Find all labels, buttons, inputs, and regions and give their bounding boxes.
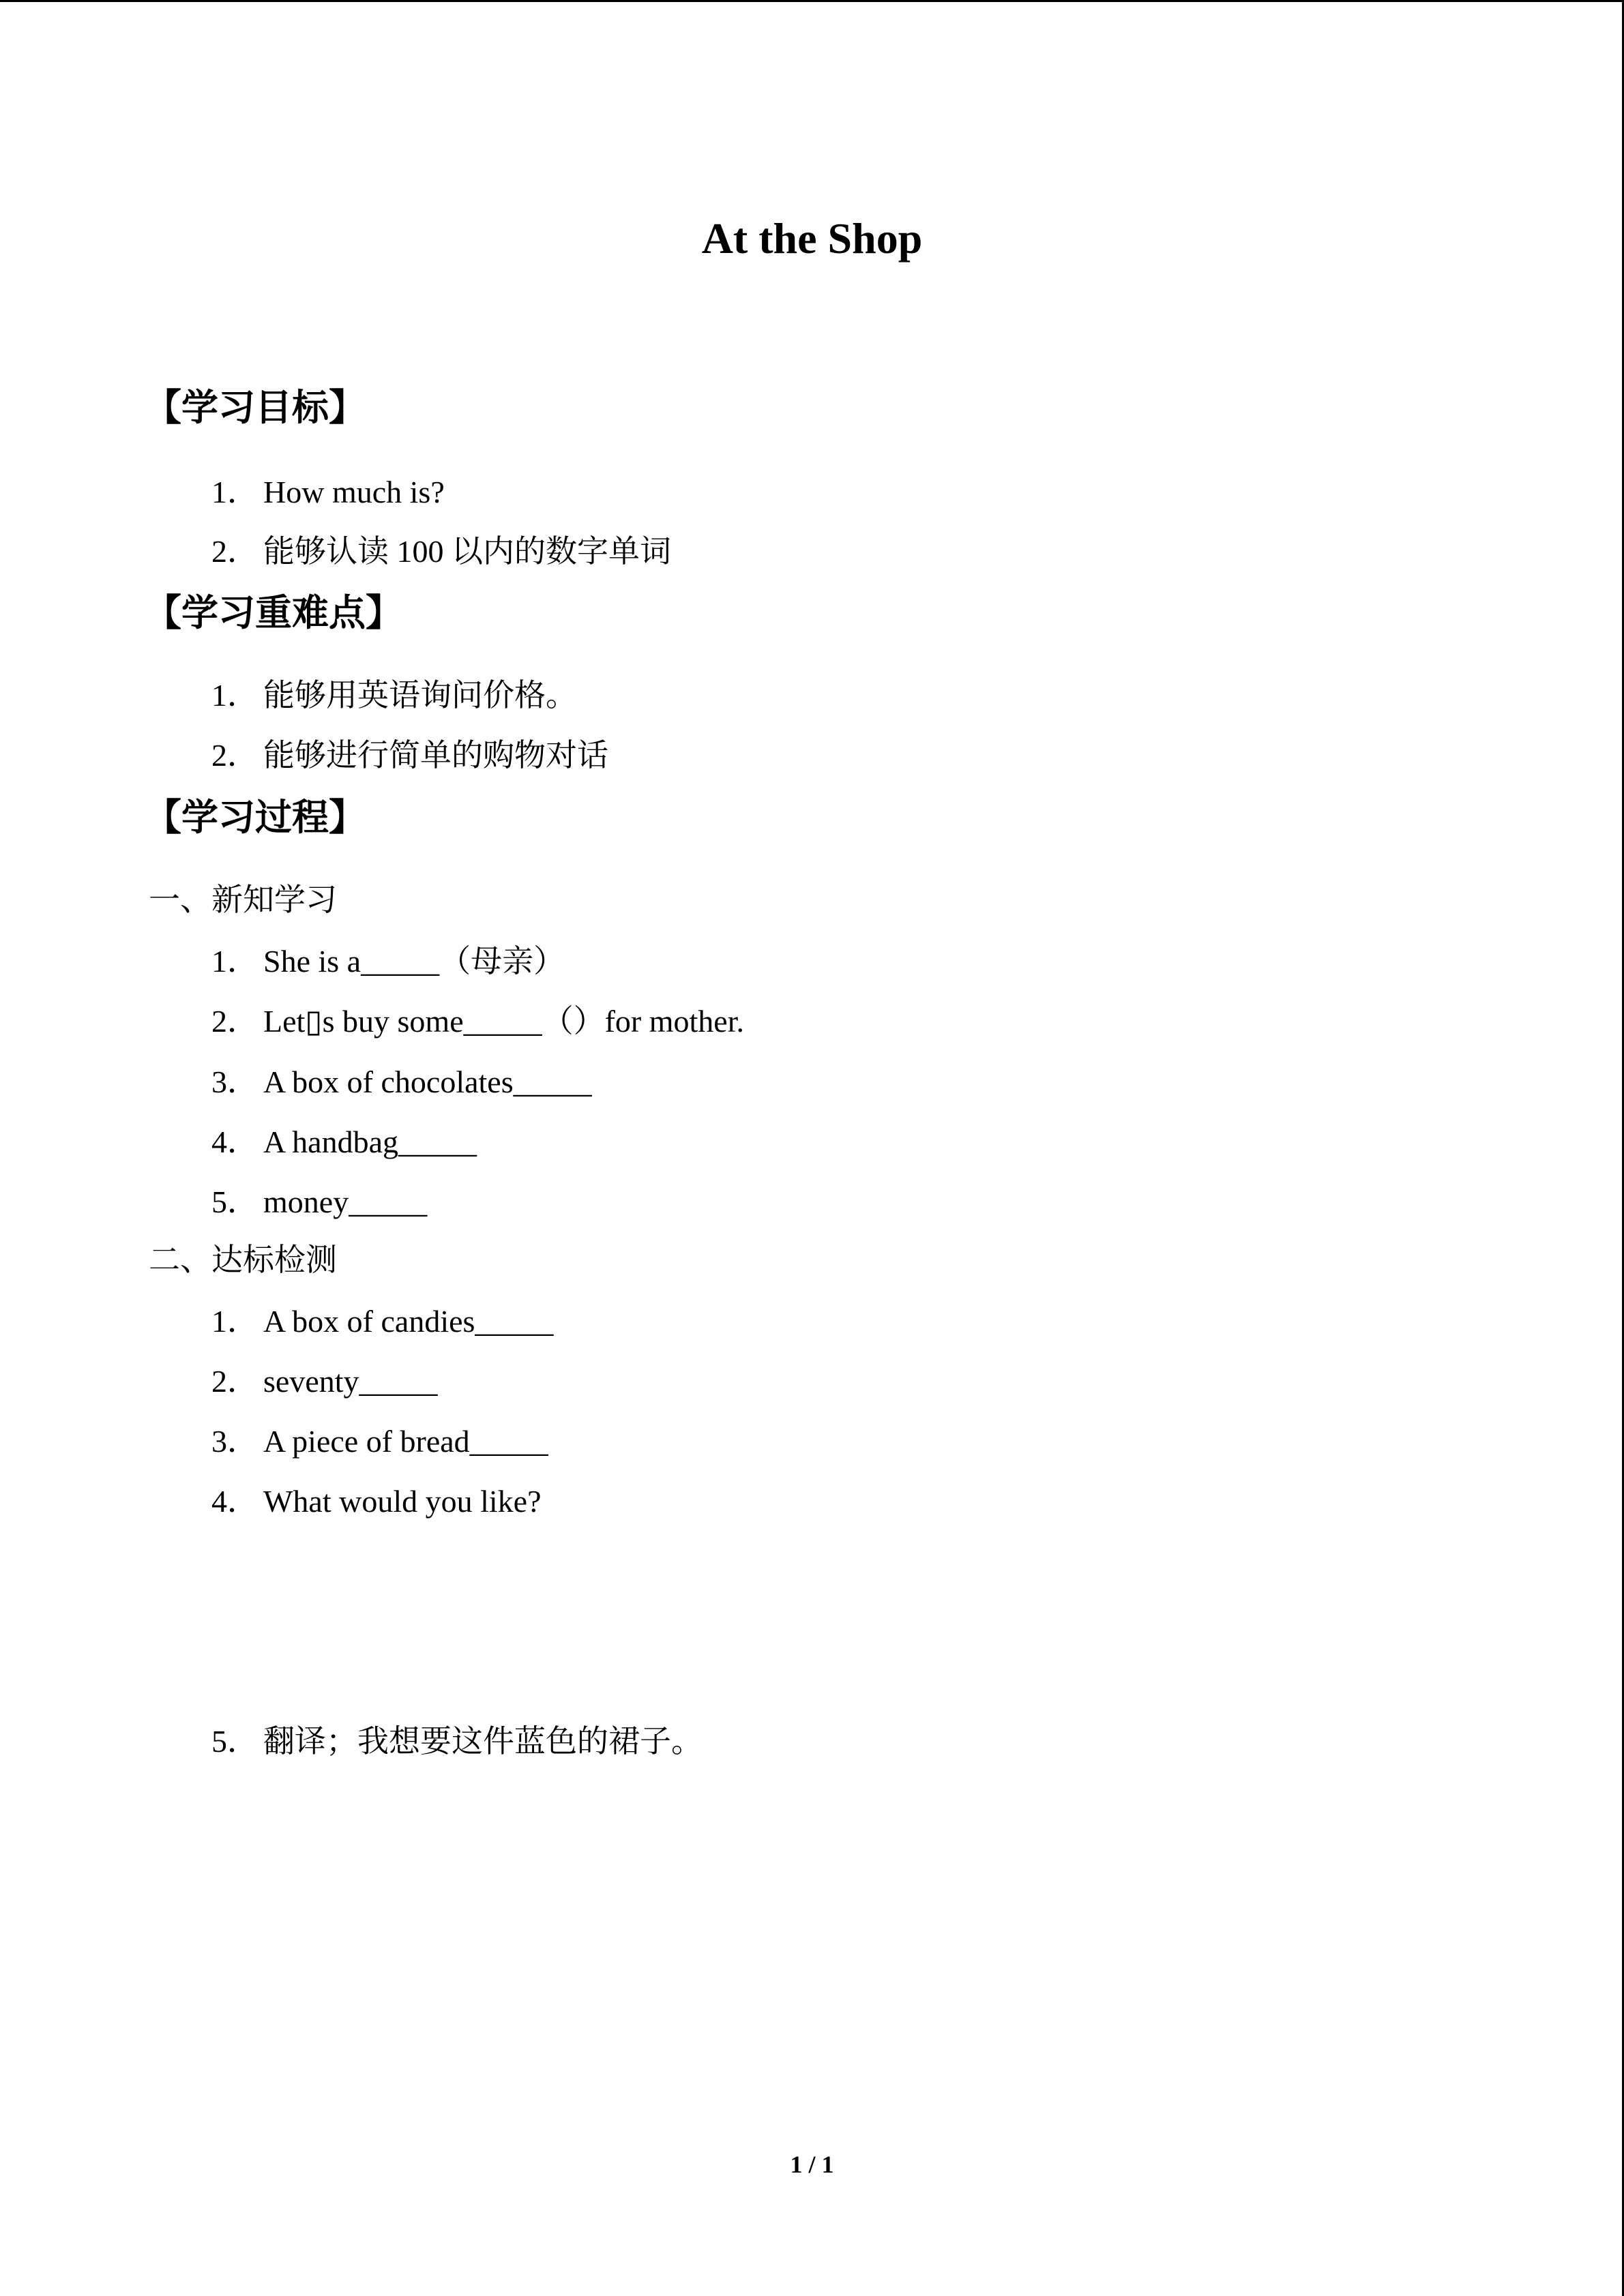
exercise-item [211,1721,703,1762]
item-number: 4． [211,1124,259,1159]
item-text: How much is? [263,475,445,509]
item-text: A handbag_____ [263,1124,477,1159]
item-number: 5． [211,1184,259,1219]
subsection-heading-new-knowledge: 一、新知学习 [149,882,337,917]
page-border-top [0,0,1624,2]
exercise-item [211,941,565,982]
item-number: 2． [211,738,259,773]
exercise-item [211,1182,427,1223]
item-text: 能够认读 100 以内的数字单词 [263,534,671,569]
item-text: seventy_____ [263,1364,438,1399]
item-number: 2． [211,1004,259,1039]
section-heading-process: 【学习过程】 [145,796,366,839]
item-number: 5． [211,1724,259,1759]
item-text: A box of candies_____ [263,1304,554,1339]
key-point-item [211,675,577,716]
item-number: 1． [211,944,259,979]
item-number: 4． [211,1484,259,1519]
key-point-item [211,735,608,776]
item-number: 3． [211,1424,259,1459]
item-text: money_____ [263,1184,428,1219]
exercise-item [211,1361,438,1402]
item-text: What would you like? [263,1484,542,1519]
item-text: A piece of bread_____ [263,1424,548,1459]
item-number: 2． [211,534,259,569]
document-title: At the Shop [701,214,923,263]
exercise-item [211,1421,548,1462]
item-number: 1． [211,1304,259,1339]
exercise-item [211,1062,592,1103]
goal-item [211,472,445,513]
item-text: 翻译；我想要这件蓝色的裙子。 [263,1724,703,1759]
subsection-heading-assessment: 二、达标检测 [149,1242,337,1277]
section-heading-goals: 【学习目标】 [145,386,366,429]
exercise-item [211,1001,744,1042]
item-text: 能够进行简单的购物对话 [263,738,608,773]
item-number: 2． [211,1364,259,1399]
item-number: 1． [211,678,259,713]
goal-item [211,531,671,572]
item-number: 3． [211,1064,259,1099]
item-text: 能够用英语询问价格。 [263,678,577,713]
item-text: Let▯s buy some_____（）for mother. [263,1004,745,1039]
exercise-item [211,1481,542,1522]
item-number: 1． [211,475,259,509]
item-text: A box of chocolates_____ [263,1064,592,1099]
section-heading-key-points: 【学习重难点】 [145,591,402,634]
exercise-item [211,1301,553,1342]
exercise-item [211,1122,477,1163]
item-text: She is a_____（母亲） [263,944,565,979]
page-number: 1 / 1 [790,2151,834,2178]
